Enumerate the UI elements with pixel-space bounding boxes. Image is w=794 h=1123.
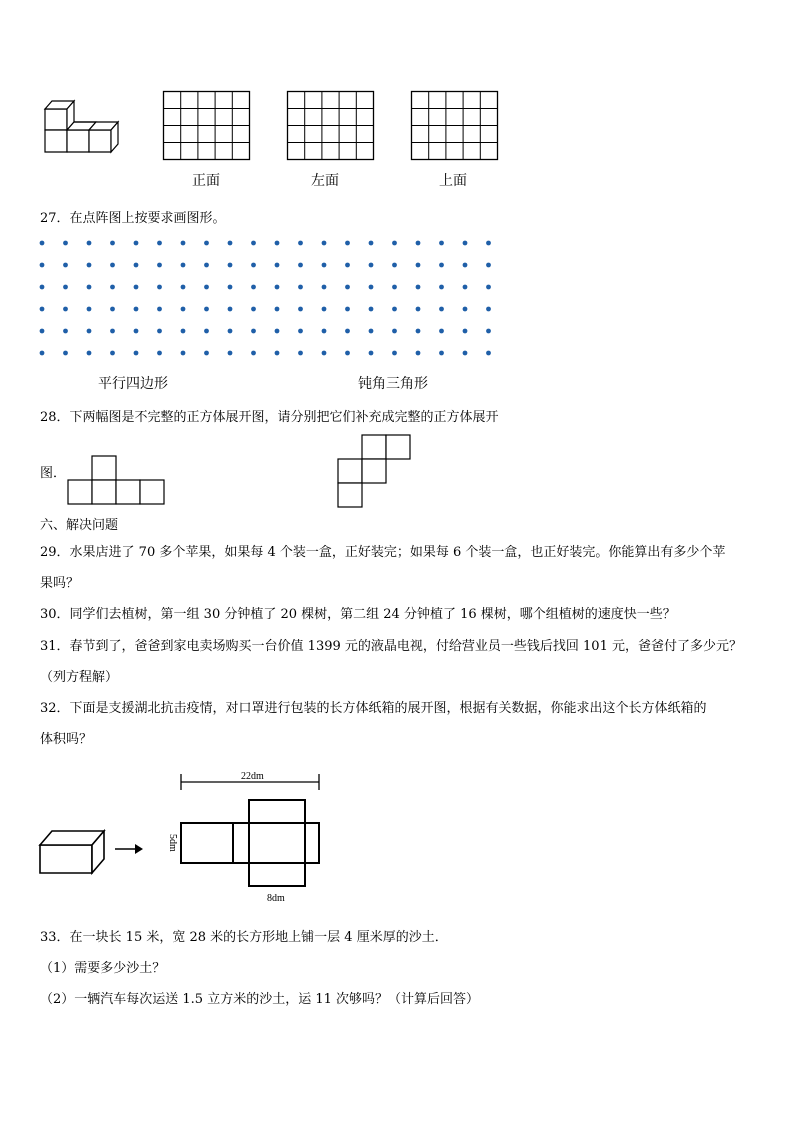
grid-dot[interactable] (345, 307, 350, 312)
grid-dot[interactable] (369, 285, 374, 290)
question-30: 30．同学们去植树，第一组 30 分钟植了 20 棵树，第二组 24 分钟植了 16 棵树，哪个组植树的速度快一些？ (40, 607, 676, 622)
grid-dot[interactable] (228, 285, 233, 290)
question-33-sub1: （1）需要多少沙土？ (40, 961, 166, 976)
grid-dot[interactable] (369, 307, 374, 312)
grid-dot[interactable] (439, 307, 444, 312)
grid-dot[interactable] (463, 263, 468, 268)
grid-dot[interactable] (392, 285, 397, 290)
grid-dot[interactable] (463, 241, 468, 246)
grid-dot[interactable] (486, 351, 491, 356)
net-figure-2[interactable] (337, 434, 413, 510)
grid-dot[interactable] (40, 285, 45, 290)
grid-dot[interactable] (181, 307, 186, 312)
grid-dot[interactable] (134, 285, 139, 290)
grid-dot[interactable] (298, 351, 303, 356)
grid-dot[interactable] (40, 307, 45, 312)
grid-dot[interactable] (322, 351, 327, 356)
grid-dot[interactable] (110, 263, 115, 268)
grid-dot[interactable] (275, 285, 280, 290)
grid-dot[interactable] (63, 307, 68, 312)
grid-dot[interactable] (275, 351, 280, 356)
grid-dot[interactable] (228, 263, 233, 268)
grid-dot[interactable] (345, 285, 350, 290)
grid-dot[interactable] (181, 285, 186, 290)
grid-dot[interactable] (486, 285, 491, 290)
grid-dot[interactable] (322, 241, 327, 246)
grid-front[interactable] (163, 91, 251, 161)
cube-stack-figure (40, 92, 130, 162)
question-32-line1: 32．下面是支援湖北抗击疫情，对口罩进行包装的长方体纸箱的展开图，根据有关数据，你能求出这个长方体纸箱的 (40, 701, 707, 716)
grid-dot[interactable] (275, 263, 280, 268)
grid-dot[interactable] (486, 263, 491, 268)
grid-dot[interactable] (392, 263, 397, 268)
label-front-view: 正面 (192, 173, 220, 189)
grid-dot[interactable] (204, 285, 209, 290)
grid-dot[interactable] (369, 329, 374, 334)
dim-label-8dm: 8dm (267, 893, 285, 904)
grid-dot[interactable] (322, 307, 327, 312)
grid-dot[interactable] (181, 329, 186, 334)
question-33-sub2: （2）一辆汽车每次运送 1.5 立方米的沙土，运 11 次够吗？（计算后回答） (40, 992, 480, 1007)
grid-dot[interactable] (40, 241, 45, 246)
grid-dot[interactable] (322, 285, 327, 290)
question-31-line1: 31．春节到了，爸爸到家电卖场购买一台价值 1399 元的液晶电视，付给营业员一些钱后找回 101 元，爸爸付了多少元？ (40, 639, 742, 654)
grid-dot[interactable] (87, 307, 92, 312)
arrow-icon (115, 842, 145, 856)
grid-dot[interactable] (251, 263, 256, 268)
question-31-line2: （列方程解） (40, 670, 119, 685)
grid-dot[interactable] (345, 329, 350, 334)
grid-dot[interactable] (63, 285, 68, 290)
grid-dot[interactable] (110, 307, 115, 312)
grid-dot[interactable] (416, 351, 421, 356)
net-figure-1[interactable] (67, 455, 167, 507)
grid-dot[interactable] (204, 329, 209, 334)
dot-grid[interactable] (36, 238, 516, 358)
grid-dot[interactable] (322, 263, 327, 268)
grid-dot[interactable] (486, 241, 491, 246)
grid-dot[interactable] (463, 307, 468, 312)
grid-dot[interactable] (63, 329, 68, 334)
grid-dot[interactable] (181, 263, 186, 268)
question-29-line2: 果吗？ (40, 576, 80, 591)
grid-dot[interactable] (439, 263, 444, 268)
grid-dot[interactable] (228, 329, 233, 334)
grid-dot[interactable] (298, 285, 303, 290)
grid-dot[interactable] (157, 263, 162, 268)
grid-dot[interactable] (87, 241, 92, 246)
grid-dot[interactable] (345, 351, 350, 356)
grid-dot[interactable] (228, 351, 233, 356)
grid-dot[interactable] (87, 285, 92, 290)
grid-dot[interactable] (439, 329, 444, 334)
grid-dot[interactable] (416, 241, 421, 246)
grid-dot[interactable] (204, 307, 209, 312)
grid-dot[interactable] (63, 263, 68, 268)
grid-dot[interactable] (392, 329, 397, 334)
grid-dot[interactable] (251, 241, 256, 246)
grid-dot[interactable] (157, 285, 162, 290)
grid-dot[interactable] (110, 285, 115, 290)
grid-dot[interactable] (298, 329, 303, 334)
grid-dot[interactable] (439, 285, 444, 290)
grid-dot[interactable] (416, 285, 421, 290)
grid-dot[interactable] (157, 351, 162, 356)
question-29-line1: 29．水果店进了 70 多个苹果，如果每 4 个装一盒，正好装完；如果每 6 个装一盒，也正好装完。你能算出有多少个苹 (40, 545, 726, 560)
grid-dot[interactable] (439, 351, 444, 356)
grid-dot[interactable] (463, 285, 468, 290)
grid-dot[interactable] (463, 351, 468, 356)
label-parallelogram: 平行四边形 (98, 376, 168, 392)
grid-dot[interactable] (134, 351, 139, 356)
grid-dot[interactable] (251, 351, 256, 356)
grid-dot[interactable] (157, 329, 162, 334)
grid-dot[interactable] (251, 285, 256, 290)
grid-dot[interactable] (134, 307, 139, 312)
grid-dot[interactable] (463, 329, 468, 334)
grid-left[interactable] (287, 91, 375, 161)
grid-dot[interactable] (134, 241, 139, 246)
grid-dot[interactable] (322, 329, 327, 334)
grid-dot[interactable] (251, 307, 256, 312)
grid-dot[interactable] (204, 351, 209, 356)
grid-dot[interactable] (275, 329, 280, 334)
grid-dot[interactable] (416, 263, 421, 268)
cuboid-net-diagram[interactable] (165, 768, 335, 908)
grid-dot[interactable] (416, 329, 421, 334)
grid-dot[interactable] (181, 351, 186, 356)
grid-top[interactable] (411, 91, 499, 161)
question-33: 33．在一块长 15 米，宽 28 米的长方形地上铺一层 4 厘米厚的沙土． (40, 930, 448, 945)
grid-dot[interactable] (40, 351, 45, 356)
grid-dot[interactable] (275, 241, 280, 246)
grid-dot[interactable] (87, 329, 92, 334)
grid-dot[interactable] (392, 241, 397, 246)
grid-dot[interactable] (369, 351, 374, 356)
dim-label-22dm: 22dm (241, 771, 264, 782)
grid-dot[interactable] (298, 307, 303, 312)
grid-dot[interactable] (204, 263, 209, 268)
section-6-title: 六、解决问题 (40, 518, 119, 533)
grid-dot[interactable] (369, 263, 374, 268)
label-top-view: 上面 (439, 173, 467, 189)
grid-dot[interactable] (63, 241, 68, 246)
label-obtuse-triangle: 钝角三角形 (358, 376, 428, 392)
grid-dot[interactable] (134, 329, 139, 334)
grid-dot[interactable] (228, 307, 233, 312)
grid-dot[interactable] (40, 329, 45, 334)
grid-dot[interactable] (486, 329, 491, 334)
grid-dot[interactable] (298, 241, 303, 246)
question-28-cont: 图． (40, 466, 67, 481)
grid-dot[interactable] (416, 307, 421, 312)
grid-dot[interactable] (486, 307, 491, 312)
grid-dot[interactable] (87, 351, 92, 356)
grid-dot[interactable] (157, 241, 162, 246)
grid-dot[interactable] (298, 263, 303, 268)
grid-dot[interactable] (251, 329, 256, 334)
grid-dot[interactable] (181, 241, 186, 246)
grid-dot[interactable] (134, 263, 139, 268)
question-32-line2: 体积吗？ (40, 732, 93, 747)
grid-dot[interactable] (157, 307, 162, 312)
grid-dot[interactable] (110, 329, 115, 334)
question-28: 28．下两幅图是不完整的正方体展开图，请分别把它们补充成完整的正方体展开 (40, 410, 499, 425)
grid-dot[interactable] (204, 241, 209, 246)
dim-label-5dm: 5dm (167, 834, 178, 852)
question-27: 27．在点阵图上按要求画图形。 (40, 211, 226, 226)
grid-dot[interactable] (439, 241, 444, 246)
grid-dot[interactable] (392, 351, 397, 356)
grid-dot[interactable] (110, 351, 115, 356)
grid-dot[interactable] (345, 241, 350, 246)
grid-dot[interactable] (369, 241, 374, 246)
label-left-view: 左面 (311, 173, 339, 189)
grid-dot[interactable] (63, 351, 68, 356)
cuboid-figure (38, 827, 108, 877)
grid-dot[interactable] (110, 241, 115, 246)
grid-dot[interactable] (40, 263, 45, 268)
grid-dot[interactable] (345, 263, 350, 268)
grid-dot[interactable] (228, 241, 233, 246)
grid-dot[interactable] (87, 263, 92, 268)
grid-dot[interactable] (275, 307, 280, 312)
grid-dot[interactable] (392, 307, 397, 312)
